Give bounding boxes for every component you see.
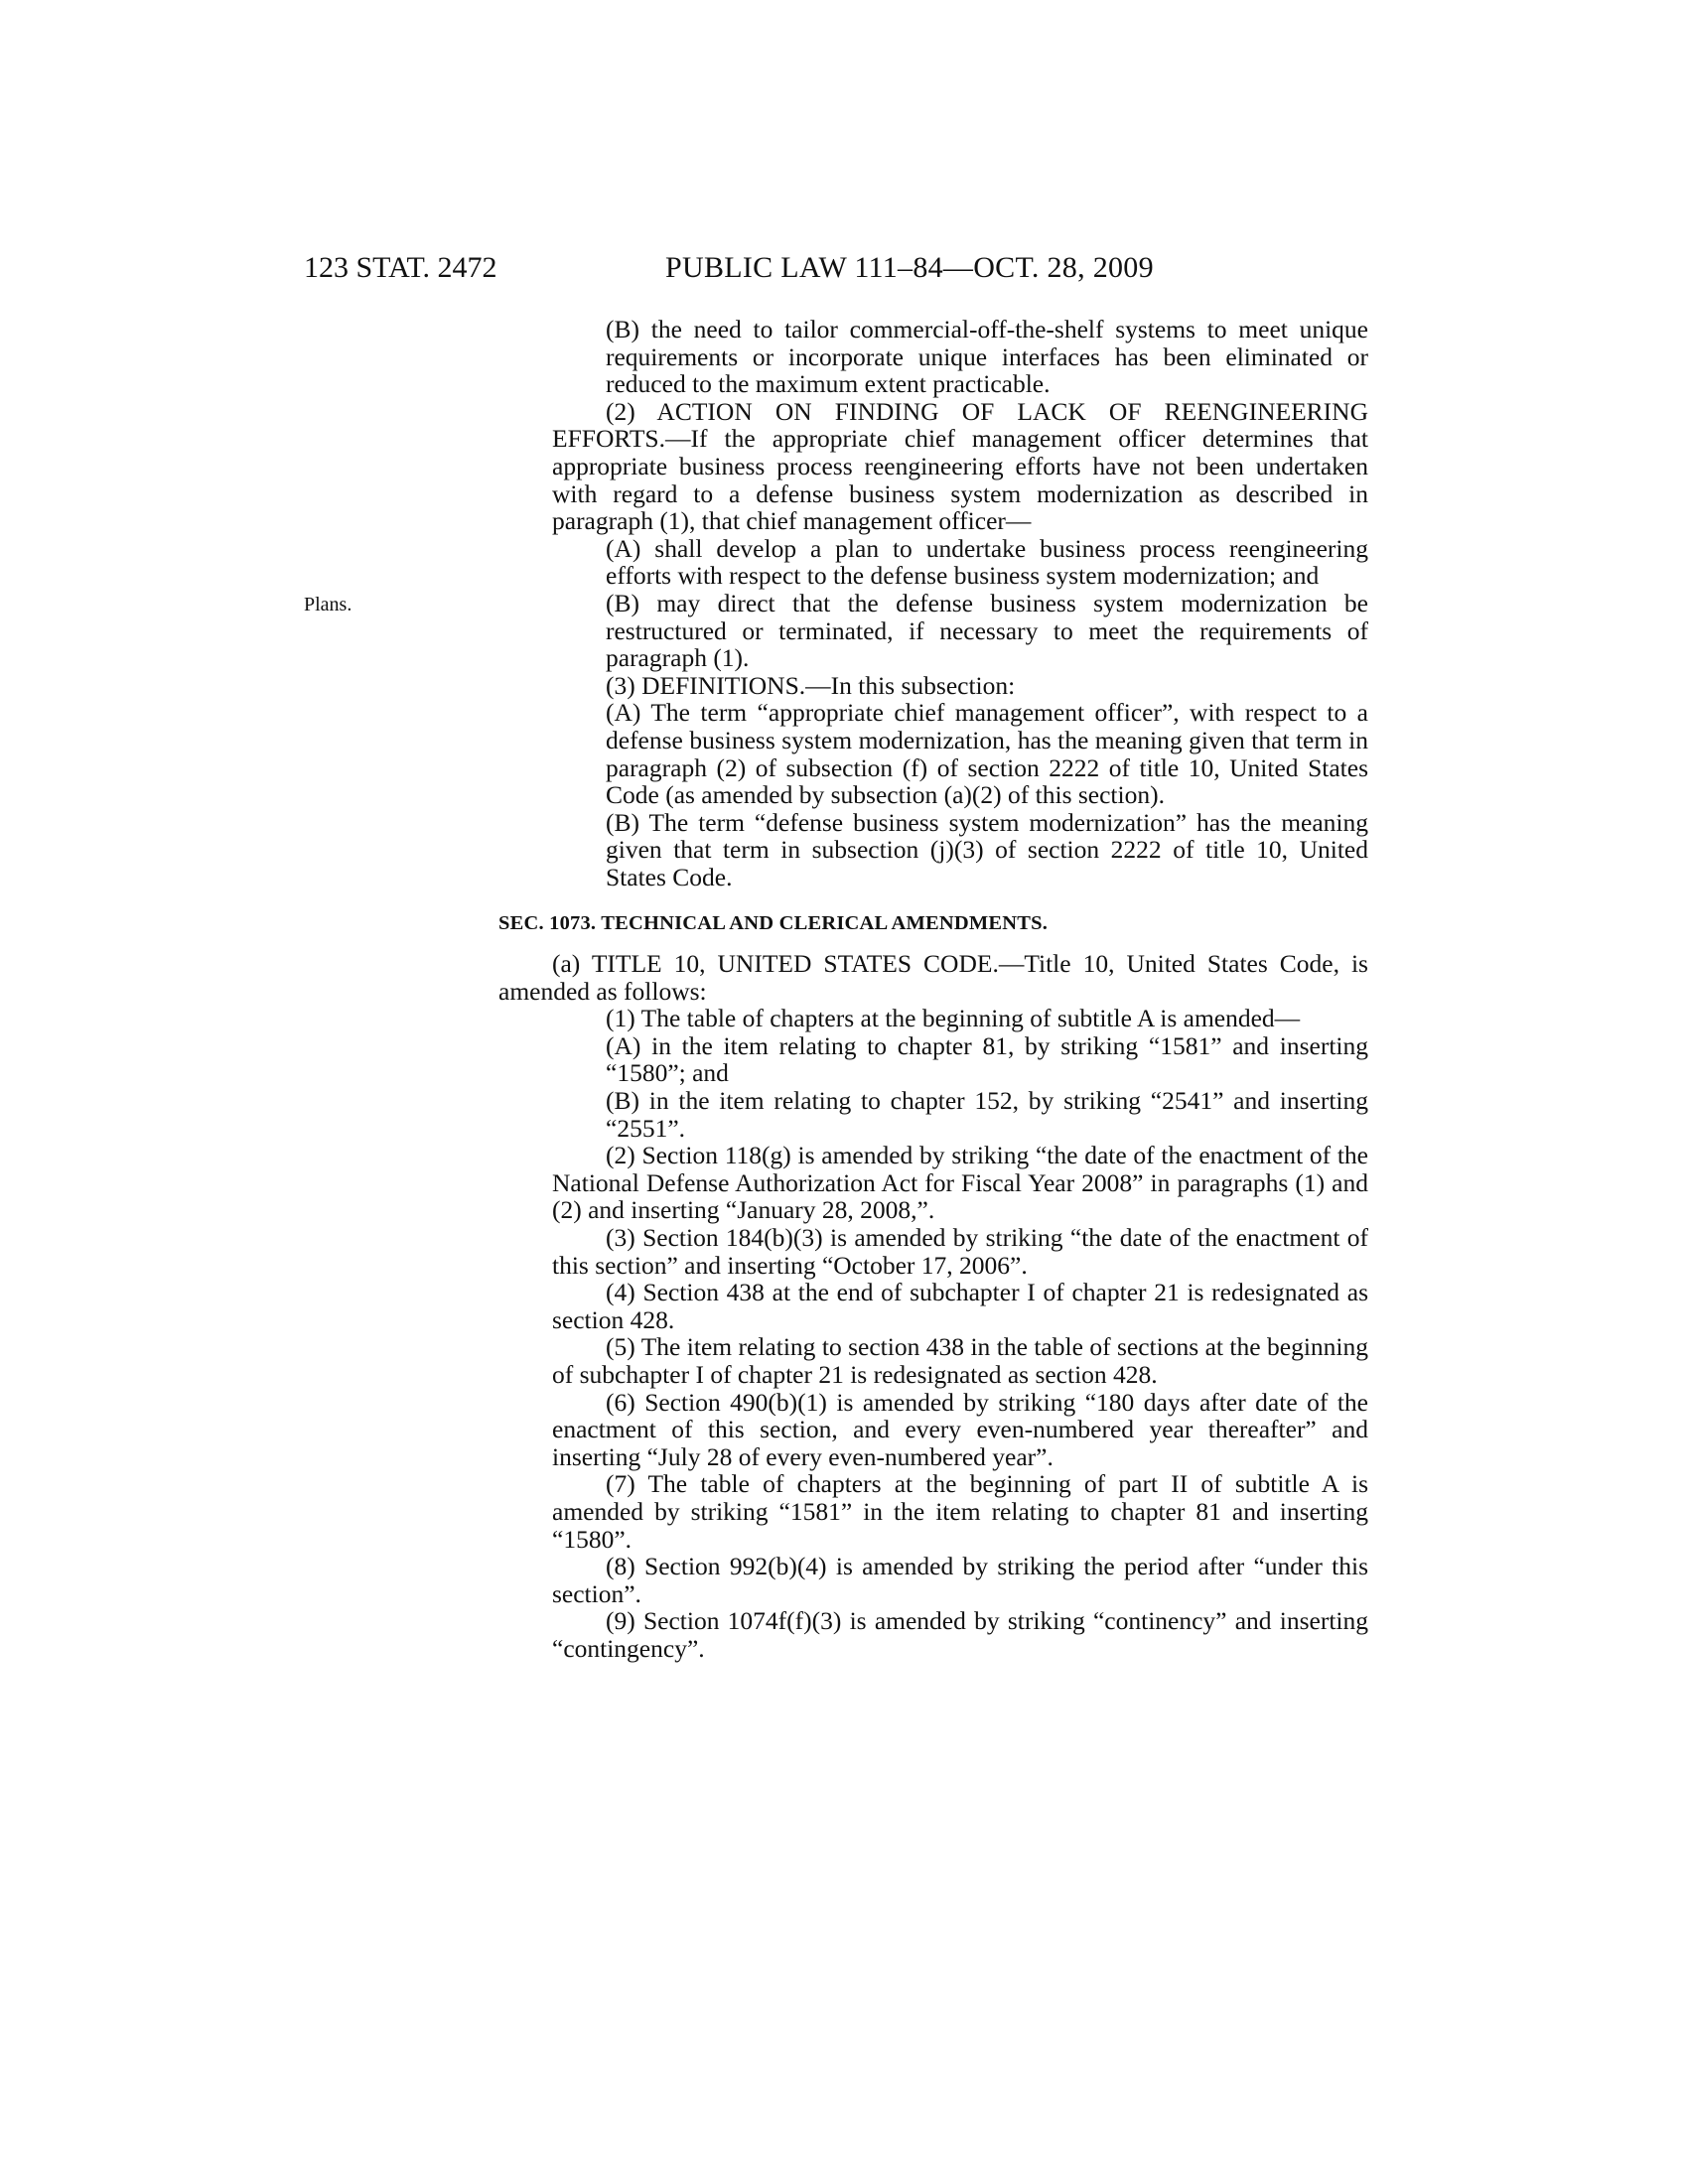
paragraph: (B) may direct that the defense business system modernization be restructured or terminated, if necessary to meet the requirements of paragraph (1). [606,588,1368,673]
paragraph: (2) Section 118(g) is amended by striking “the date of the enactment of the National Defense Authorization Act for Fiscal Year 2008” in paragraphs (1) and (2) and inserting “January 28, 2008,”. [552,1141,1368,1225]
paragraph: (1) The table of chapters at the beginning of subtitle A is amended— [606,1004,1301,1033]
paragraph: (B) in the item relating to chapter 152, by striking “2541” and inserting “2551”. [606,1086,1368,1143]
paragraph: (3) Section 184(b)(3) is amended by striking “the date of the enactment of this section” and inserting “October 17, 2006”. [552,1223,1368,1280]
stat-citation: 123 STAT. 2472 [304,251,497,284]
document-body [498,316,1368,1663]
paragraph: (4) Section 438 at the end of subchapter I of chapter 21 is redesignated as section 428. [552,1278,1368,1334]
paragraph: (5) The item relating to section 438 in the table of sections at the beginning of subchapter I of chapter 21 is redesignated as section 428. [552,1332,1368,1389]
paragraph: (7) The table of chapters at the beginning of part II of subtitle A is amended by striking “1581” in the item relating to chapter 81 and inserting “1580”. [552,1469,1368,1554]
paragraph: (B) the need to tailor commercial-off-the-shelf systems to meet unique requirements or incorporate unique interfaces has been eliminated or reduced to the maximum extent practicable. [606,315,1368,399]
paragraph: (6) Section 490(b)(1) is amended by striking “180 days after date of the enactment of this section, and every even-numbered year thereafter” and inserting “July 28 of every even-numbered year”. [552,1387,1368,1471]
section-heading: SEC. 1073. TECHNICAL AND CLERICAL AMENDMENTS. [498,912,1049,935]
paragraph: (3) DEFINITIONS.—In this subsection: [606,670,1016,700]
page-header [304,248,1368,288]
paragraph: (A) The term “appropriate chief management officer”, with respect to a defense business system modernization, has the meaning given that term in paragraph (2) of subsection (f) of section 2222 of title 10, United States Code (as amended by subsection (a)(2) of this section). [606,698,1368,810]
paragraph: (B) The term “defense business system modernization” has the meaning given that term in subsection (j)(3) of section 2222 of title 10, United States Code. [606,807,1368,891]
law-title: PUBLIC LAW 111–84—OCT. 28, 2009 [665,251,1154,284]
paragraph: (A) shall develop a plan to undertake business process reengineering efforts with respect to the defense business system modernization; and [606,533,1368,591]
paragraph: (a) TITLE 10, UNITED STATES CODE.—Title 10, United States Code, is amended as follows: [498,949,1368,1006]
paragraph: (8) Section 992(b)(4) is amended by striking the period after “under this section”. [552,1552,1368,1608]
paragraph: (9) Section 1074f(f)(3) is amended by striking “continency” and inserting “contingency”. [552,1606,1368,1663]
margin-note: Plans. [304,594,352,615]
paragraph: (2) ACTION ON FINDING OF LACK OF REENGINEERING EFFORTS.—If the appropriate chief management officer determines that appropriate business process reengineering efforts have not been undertaken with regard to a defense business system modernization as described in paragraph (1), that chief management officer— [552,396,1368,536]
paragraph: (A) in the item relating to chapter 81, by striking “1581” and inserting “1580”; and [606,1030,1368,1088]
